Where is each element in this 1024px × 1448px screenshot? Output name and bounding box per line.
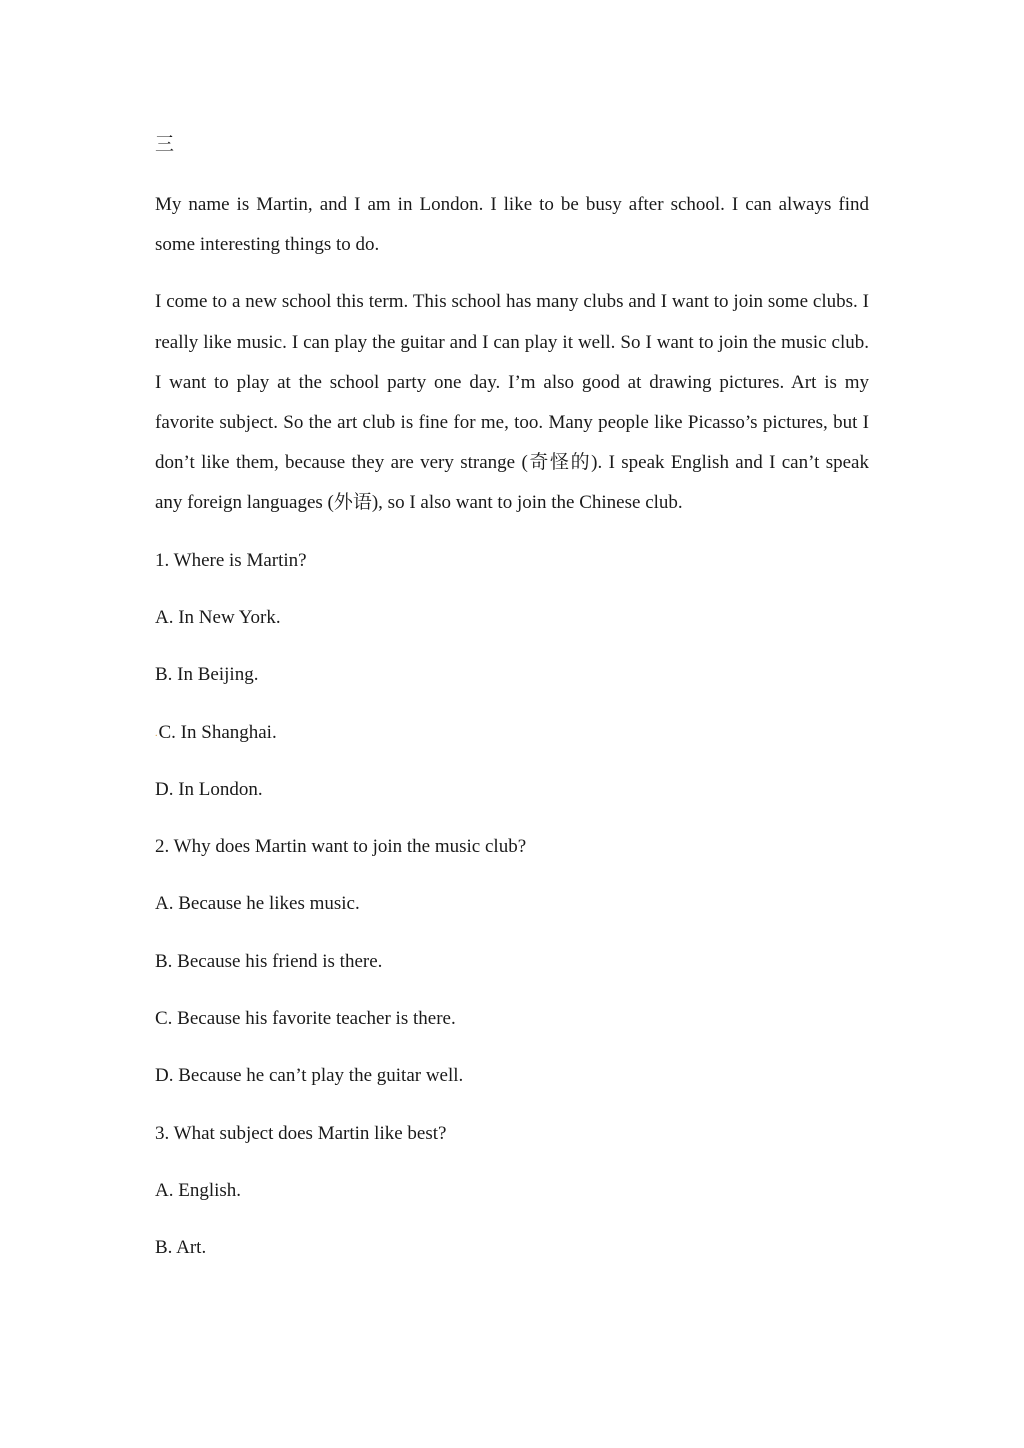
question-block-1 bbox=[155, 541, 869, 810]
passage-paragraph-1: My name is Martin, and I am in London. I like to be busy after school. I can always find some interesting things to do. bbox=[155, 194, 869, 256]
question-3-option-b: B. Art. bbox=[155, 1237, 207, 1259]
stray-mark: . bbox=[155, 727, 158, 739]
question-3-text: 3. What subject does Martin like best? bbox=[155, 1122, 447, 1144]
question-2-option-c: C. Because his favorite teacher is there. bbox=[155, 1008, 456, 1029]
question-list bbox=[155, 541, 869, 1269]
question-2-text: 2. Why does Martin want to join the music club? bbox=[155, 836, 527, 858]
question-2-option-a: A. Because he likes music. bbox=[155, 893, 360, 915]
question-1-option-d: D. In London. bbox=[155, 778, 263, 800]
question-1-option-b: B. In Beijing. bbox=[155, 664, 259, 686]
question-block-2 bbox=[155, 827, 869, 1096]
question-3-option-a: A. English. bbox=[155, 1179, 242, 1201]
question-2-option-d: D. Because he can’t play the guitar well. bbox=[155, 1065, 464, 1087]
question-1-option-c: C. In Shanghai. bbox=[158, 721, 277, 743]
question-2-option-b: B. Because his friend is there. bbox=[155, 950, 383, 972]
question-1-text: 1. Where is Martin? bbox=[155, 549, 307, 571]
section-number: 三 bbox=[155, 134, 175, 155]
question-1-option-c-row bbox=[155, 713, 869, 753]
document-content bbox=[155, 128, 869, 1285]
question-block-3 bbox=[155, 1114, 869, 1269]
question-1-option-a: A. In New York. bbox=[155, 606, 281, 628]
reading-passage bbox=[155, 185, 869, 524]
passage-paragraph-2: I come to a new school this term. This school has many clubs and I want to join some clubs. I really like music. I can play the guitar and I can play it well. So I want to join the music club. I want to play at the school party one day. I’m also good at drawing pictures. Art is my favorite subject. So the art club is fine for me, too. Many people like Picasso’s pictures, but I don’t like them, because they are very strange (奇怪的). I speak English and I can’t speak any foreign languages (外语), so I also want to join the Chinese club. bbox=[155, 291, 869, 514]
